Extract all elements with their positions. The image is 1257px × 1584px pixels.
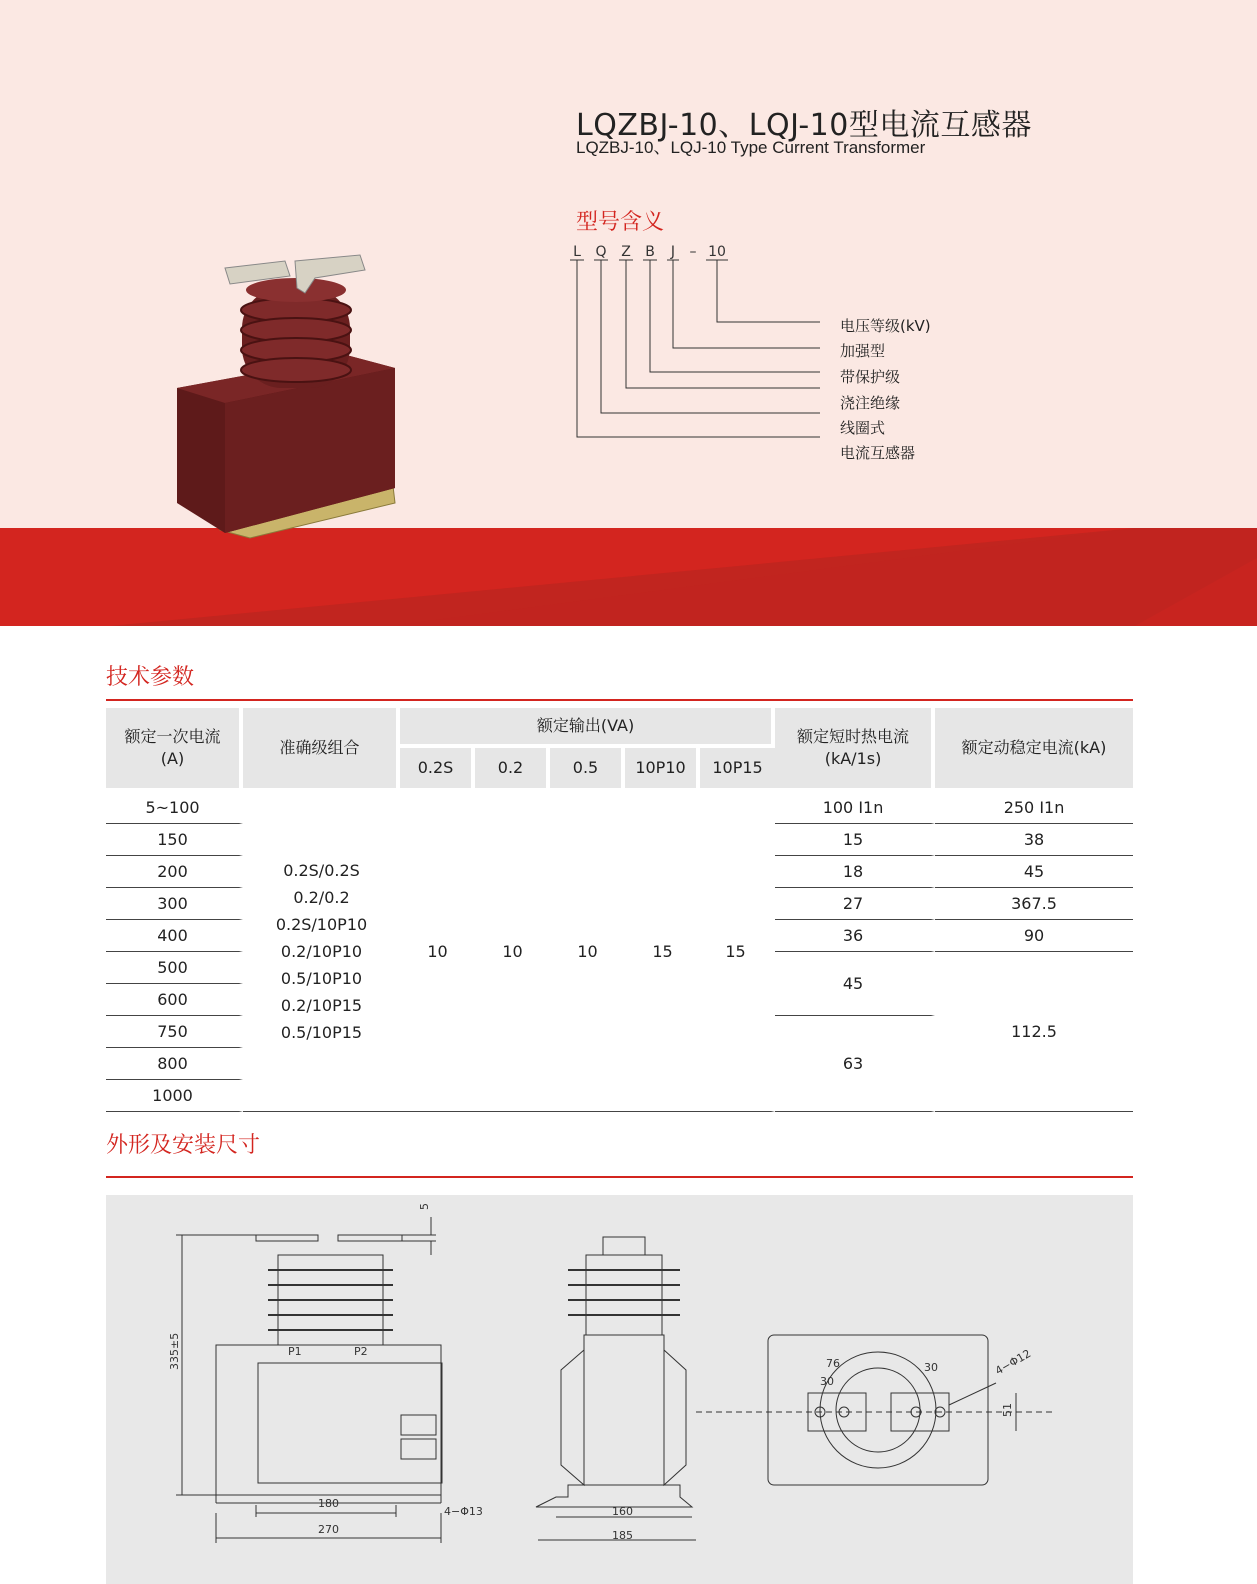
output-05-cell: 10 <box>550 792 625 1112</box>
code-letter-j: J <box>670 244 676 260</box>
plan-51-label: 51 <box>1001 1403 1014 1417</box>
header-output-02s: 0.2S <box>400 748 475 792</box>
code-letter-b: B <box>645 244 655 260</box>
dynamic-cell: 367.5 <box>935 888 1133 920</box>
thermal-cell: 27 <box>775 888 935 920</box>
header-dynamic: 额定动稳定电流(kA) <box>935 708 1133 792</box>
tech-section-title: 技术参数 <box>106 665 195 690</box>
thermal-cell: 18 <box>775 856 935 888</box>
primary-current-cell: 200 <box>106 856 243 888</box>
output-10p15-cell: 15 <box>700 792 775 1112</box>
primary-current-cell: 800 <box>106 1048 243 1080</box>
header-thermal: 额定短时热电流 (kA/1s) <box>775 708 935 792</box>
page-title: LQZBJ-10、LQJ-10型电流互感器 <box>576 108 1032 143</box>
primary-current-cell: 500 <box>106 952 243 984</box>
model-heading: 型号含义 <box>576 210 665 235</box>
thermal-cell: 63 <box>775 1016 935 1112</box>
side-inner-width-label: 160 <box>612 1505 633 1518</box>
front-inner-width-label: 180 <box>318 1497 339 1510</box>
front-height-label: 335±5 <box>168 1332 181 1370</box>
front-gap-label: 5 <box>418 1203 431 1210</box>
plan-30a-label: 30 <box>820 1375 834 1388</box>
meaning-cast-insulation: 浇注绝缘 <box>840 394 901 412</box>
meaning-protection: 带保护级 <box>840 368 901 386</box>
primary-current-cell: 600 <box>106 984 243 1016</box>
thermal-cell: 15 <box>775 824 935 856</box>
header-accuracy: 准确级组合 <box>243 708 400 792</box>
dynamic-cell: 112.5 <box>935 952 1133 1112</box>
code-voltage: 10 <box>708 244 726 260</box>
plan-holes-label: 4−Φ12 <box>993 1346 1034 1378</box>
code-dash: – <box>689 244 697 260</box>
meaning-current-transformer: 电流互感器 <box>840 444 916 462</box>
header-output: 额定输出(VA) <box>400 708 775 748</box>
output-02-cell: 10 <box>475 792 550 1112</box>
dynamic-cell: 45 <box>935 856 1133 888</box>
thermal-cell: 45 <box>775 952 935 1016</box>
header-primary-current: 额定一次电流 (A) <box>106 708 243 792</box>
front-outer-width-label: 270 <box>318 1523 339 1536</box>
primary-current-cell: 300 <box>106 888 243 920</box>
side-view <box>536 1237 696 1540</box>
header-output-10p10: 10P10 <box>625 748 700 792</box>
front-holes-label: 4−Φ13 <box>444 1505 483 1518</box>
meaning-reinforced: 加强型 <box>840 342 886 360</box>
tech-title-rule <box>106 699 1133 701</box>
primary-current-cell: 1000 <box>106 1080 243 1112</box>
code-letter-l: L <box>573 244 581 260</box>
side-outer-width-label: 185 <box>612 1529 633 1542</box>
primary-current-cell: 150 <box>106 824 243 856</box>
meaning-coil-type: 线圈式 <box>840 419 886 437</box>
thermal-cell: 100 I1n <box>775 792 935 824</box>
header-output-02: 0.2 <box>475 748 550 792</box>
product-image <box>165 248 410 568</box>
plan-76-label: 76 <box>826 1357 840 1370</box>
header-output-10p15: 10P15 <box>700 748 775 792</box>
primary-current-cell: 400 <box>106 920 243 952</box>
primary-current-cell: 750 <box>106 1016 243 1048</box>
dimensions-section-title: 外形及安装尺寸 <box>106 1133 261 1158</box>
header-output-05: 0.5 <box>550 748 625 792</box>
spec-table <box>106 708 1133 1112</box>
output-02s-cell: 10 <box>400 792 475 1112</box>
accuracy-combos-cell: 0.2S/0.2S 0.2/0.2 0.2S/10P10 0.2/10P10 0.5/10P10 0.2/10P15 0.5/10P15 <box>243 792 400 1112</box>
front-view <box>176 1217 442 1543</box>
output-10p10-cell: 15 <box>625 792 700 1112</box>
dynamic-cell: 38 <box>935 824 1133 856</box>
code-letter-z: Z <box>621 244 631 260</box>
dynamic-cell: 250 I1n <box>935 792 1133 824</box>
primary-current-cell: 5~100 <box>106 792 243 824</box>
terminal-p2-label: P2 <box>354 1345 368 1358</box>
meaning-voltage: 电压等级(kV) <box>840 317 931 335</box>
page-subtitle: LQZBJ-10、LQJ-10 Type Current Transformer <box>576 138 926 157</box>
dimension-drawing <box>106 1195 1133 1584</box>
table-row <box>106 792 1133 824</box>
dimensions-title-rule <box>106 1176 1133 1178</box>
terminal-p1-label: P1 <box>288 1345 302 1358</box>
dynamic-cell: 90 <box>935 920 1133 952</box>
plan-30b-label: 30 <box>924 1361 938 1374</box>
model-code-diagram <box>560 236 1000 476</box>
thermal-cell: 36 <box>775 920 935 952</box>
code-letter-q: Q <box>595 244 607 260</box>
